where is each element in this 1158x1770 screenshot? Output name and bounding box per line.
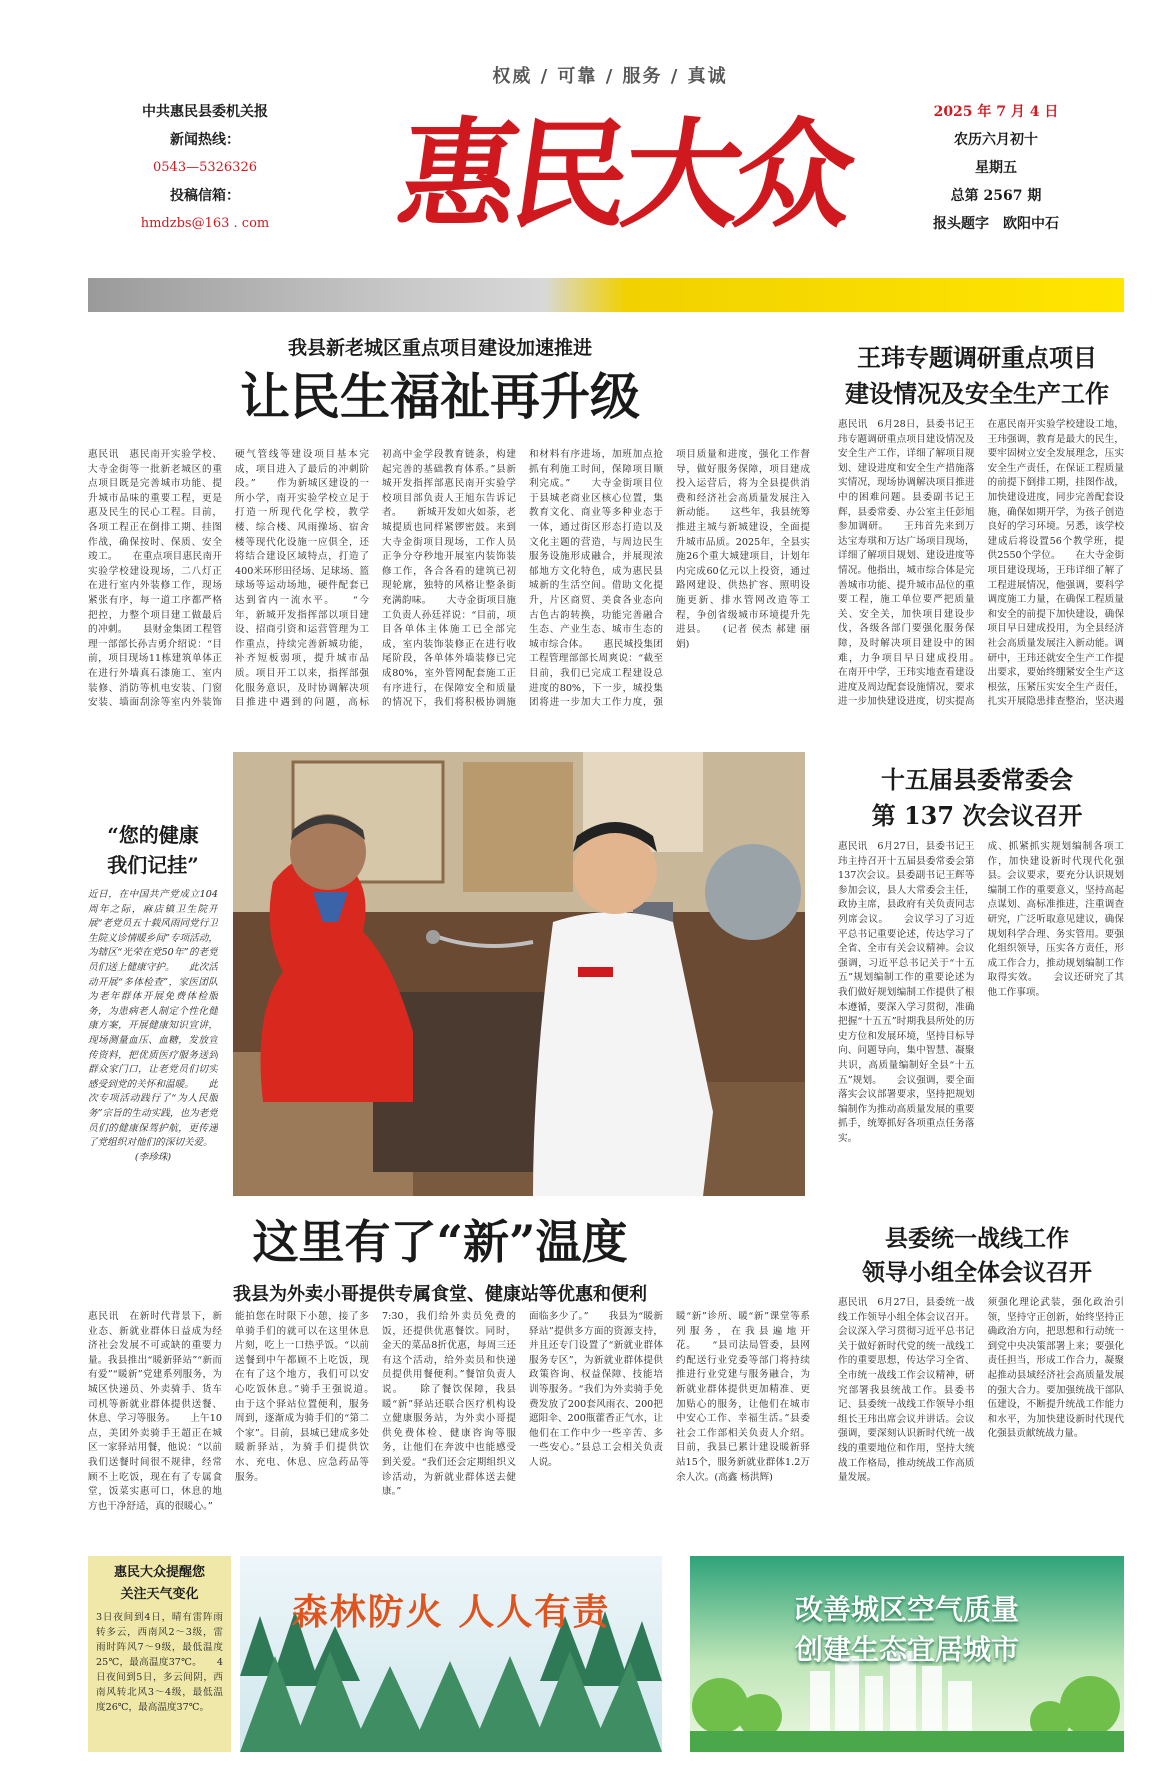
feature-subhead: 我县为外卖小哥提供专属食堂、健康站等优惠和便利 [233, 1284, 647, 1305]
right2-title-l2: 第 137 次会议召开 [871, 801, 1083, 830]
photo-caption-title [88, 820, 218, 880]
right1-col-2: 在惠民南开实验学校建设工地，王玮强调，教育是最大的民生，要牢固树立安全发展理念，压实安全生产责任，在保证工程质量的前提下倒排工期，挂图作战，加快建设进度，同步完善配套设施，确保如期开学，为孩子创造良好的学习环境。另悉，该学校建成后将设置56个教学班，提供2550个学位。 在大寺金街项目建设现场，王玮详细了解了工程进展情况，他强调，要科学调度施工力量，在确保工程质量和安全的前提下加快建设，确保项目早日建成投用，为全县经济社会高质量发展注入新动能。调研中，王玮还就安全生产工作提出要求，要始终绷紧安全生产这根弦，压紧压实安全生产责任，扎实开展隐患排查整治，坚决遏 [987, 419, 1124, 708]
lead-col-2: 硬气管线等建设项目基本完成，项目进入了最后的冲刺阶段。” 作为新城区建设的一所小学，南开实验学校立足于打造一所现代化学校，教学楼、综合楼、风雨操场、宿舍楼等现代化设施一应俱全，还将结合建设区域特点，打造了400米环形田径场、足球场、篮球场等运动场地，硬件配套已达到省内一流水平。 “今年，新城开发指挥部以项目建设、招商引资和运营管理为工作重点，持续完善新城功能，补齐短板弱项，提升城市品质。项目开工以来，指挥部强化服务意识，及时协调解决项目推进中遇到的问题，高标 [235, 449, 369, 709]
photo-caption-title-l1: “您的健康 [107, 823, 199, 847]
right2-headline [830, 762, 1124, 834]
right2-body [838, 840, 1124, 1192]
feature-col-5-text: 暖“新”诊所、暖“新”课堂等系列服务，在我县遍地开花。 “县司法局管委，县网约配送行业党委等部门将持续推进行业党建与服务融合，为新就业群体提供更加精准、更加贴心的服务，让他们在城市中安心工作、幸福生活。”县委社会工作部相关负责人介绍。目前，我县已累计建设暖新驿站15个，服务新就业群体1.2万余人次。 [676, 1311, 810, 1483]
publisher-label: 中共惠民县委机关报 [142, 104, 268, 120]
masthead-title-text: 惠民大众 [390, 105, 858, 244]
photo-caption-byline: (李珍珠) [134, 1151, 172, 1163]
right3-headline [830, 1222, 1124, 1290]
feature-col-2: 能拍您在时限下小憩，接了多单骑手们的就可以在这里休息片刻，吃上一口热乎饭。“以前送餐到中午都顾不上吃饭，现在有了这个地方，我们可以安心吃饭休息。”骑手王强说道。 由于这个驿站位置便利，服务周到，逐渐成为骑手们的“第二个家”。目前，县城已建成多处暖新驿站，为骑手们提供饮水、充电、休息、应急药品等服务。 [235, 1311, 369, 1483]
lead-byline: (记者 侯杰 郝建 丽娟) [676, 624, 810, 650]
lead-col-5 [676, 448, 810, 710]
right1-title-l2: 建设情况及安全生产工作 [845, 379, 1109, 408]
ad-air-slogan [690, 1590, 1124, 1670]
feature-col-5 [676, 1310, 810, 1542]
right3-title-l2: 领导小组全体会议召开 [862, 1259, 1092, 1286]
feature-headline: 这里有了“新”温度 [252, 1215, 628, 1269]
feature-col-4: 面临多少了。” 我县为“暖新驿站”提供多方面的资源支持，并且还专门设置了“新就业群体服务专区”，为新就业群体提供政策咨询、权益保障、技能培训等服务。“我们为外卖骑手免费发放了200套风雨衣、200把遮阳伞、200瓶藿香正气水，让他们在工作中少一些辛苦、多一些安心。”县总工会相关负责人说。 [529, 1311, 663, 1468]
photo-caption-title-l2: 我们记挂” [107, 853, 199, 877]
right2-col-1: 惠民讯 6月27日，县委书记王玮主持召开十五届县委常委会第137次会议。县委副书记王辉等参加会议，县人大常委会主任，政协主席，县政府有关负责同志列席会议。 会议学习了习近平总书记重要论述，传达学习了全省、全市有关会议精神。会议强调，习近平总书记关于“十五五”规划编制工作的重要论述为我们做好规划编制工作提供了根本遵循，要深入学习贯彻，准确把握“十五五”时期我县所处的历史方位和发展环境，坚持目标导向、问题导向，集中智慧、凝聚共识，高质量编制好全县“十五五”规划。 会议强调，要全面落实会议部署要求，坚持把规划编制作为推动高质量发展的重要抓手，统筹抓好各项重点任务落实。 [838, 841, 975, 1144]
right1-body [838, 418, 1124, 708]
issue-date: 2025 年 7 月 4 日 [933, 104, 1059, 120]
right1-col-1: 惠民讯 6月28日，县委书记王玮专题调研重点项目建设情况及安全生产工作，详细了解项目规划、建设进度和安全生产措施落实情况，现场协调解决项目推进中的困难问题。县委副书记王辉，县委常委、办公室主任彭旭参加调研。 王玮首先来到万达宝寿琪和万达广场项目现场，详细了解项目规划、建设进度等情况。他指出，城市综合体是完善城市功能、提升城市品位的重要工程，施工单位要严把质量关、安全关，加快项目建设步伐，各级各部门要强化服务保障，及时解决项目建设中的困难，力争项目早日建成投用。 在南开中学，王玮实地查看建设进度及周边配套设施情况，要求进一步加快建设进度，切实提高 [838, 419, 975, 708]
news-photo-doctor-patient [233, 752, 805, 1196]
masthead-left-info [130, 98, 280, 238]
right3-col-1: 惠民讯 6月27日，县委统一战线工作领导小组全体会议召开。会议深入学习贯彻习近平总书记关于做好新时代党的统一战线工作的重要思想，传达学习全省、全市统一战线工作会议精神，研究部署我县统战工作。县委书记、县委统一战线工作领导小组组长王玮出席会议并讲话。会议强调，要深刻认识新时代统一战线的重要地位和作用，坚持大统战工作格局，推动统战工作高质量发展。 [838, 1297, 975, 1484]
lead-headline: 让民生福祉再升级 [240, 368, 640, 426]
masthead-slogan: 权威 / 可靠 / 服务 / 真诚 [492, 66, 728, 87]
photo-caption-body [88, 888, 218, 1190]
weather-title-l2: 关注天气变化 [120, 1587, 199, 1602]
email-address: hmdzbs@163 . com [140, 216, 270, 231]
hotline-number: 0543—5326326 [153, 160, 257, 175]
calligraphy-credit: 报头题字 欧阳中石 [933, 216, 1059, 232]
hotline-label: 新闻热线： [170, 132, 240, 148]
masthead-right-info [926, 98, 1066, 238]
right2-col-2: 成、抓紧抓实规划编制各项工作，加快建设新时代现代化强县。会议要求，要充分认识规划编制工作的重要意义，坚持高起点谋划、高标准推进，注重调查研究，广泛听取意见建议，确保规划科学合理、务实管用。要强化组织领导，压实各方责任，形成工作合力，推动规划编制工作取得实效。 会议还研究了其他工作事项。 [987, 841, 1124, 998]
lead-kicker: 我县新老城区重点项目建设加速推进 [287, 337, 592, 359]
photo-caption-text: 近日，在中国共产党成立104周年之际，麻店镇卫生院开展“老党员五十载风雨同党行卫生院义诊情暖乡间”专项活动，为辖区“光荣在党50年”的老党员们送上健康守护。 此次活动开展“多体检查”，家医团队为老年群体开展免费体检服务，为患病老人制定个性化健康方案，开展健康知识宣讲，现场测量血压、血糖，发放宣传资料，把优质医疗服务送到群众家门口，让老党员们切实感受到党的关怀和温暖。 此次专项活动践行了“为人民服务”宗旨的生动实践，也为老党员们的健康保驾护航，更传递了党组织对他们的深切关爱。 [88, 889, 218, 1149]
lead-col-3: 初高中金学段教育链条，构建起完善的基础教育体系。”县新城开发指挥部惠民南开实验学校项目部负责人王旭东告诉记者。 新城开发如火如荼，老城提质也同样紧锣密鼓。来到大寺金街项目现场，工作人员正争分夺秒地开展室内装饰装修工作，各合各看的建筑已初现轮廓，独特的风格让整条街充满韵味。 大寺金街项目施工负责人孙廷祥说：“目前，项目各单体主体施工已全部完成，室内装饰装修正在进行收尾阶段，各单体外墙装修已完成80%，室外管网配套施工正有序进行，在保障安全和质量的情况下，我们将积极协调施 [382, 449, 516, 709]
news-photo-illustration [233, 752, 805, 1196]
right2-title-l1: 十五届县委常委会 [881, 765, 1073, 794]
ad-air-slogan-l1: 改善城区空气质量 [794, 1593, 1019, 1626]
ad-forest-slogan: 森林防火 人人有责 [291, 1592, 611, 1633]
masthead-title [390, 100, 858, 270]
email-label: 投稿信箱： [170, 188, 240, 204]
weekday: 星期五 [975, 160, 1017, 176]
right3-body [838, 1296, 1124, 1540]
feature-col-3: 7:30，我们给外卖员免费的饭，还提供优惠餐饮。同时，金天的菜品8折优惠，每周三还有这个活动，给外卖员和快递员提供用餐便利。”餐馆负责人说。 除了餐饮保障，我县暖“新”驿站还联合医疗机构设立健康服务站，为外卖小哥提供免费体检、健康咨询等服务，让他们在奔波中也能感受到关爱。“我们还会定期组织义诊活动，为新就业群体送去健康。” [382, 1311, 516, 1498]
weather-title-l1: 惠民大众提醒您 [113, 1565, 205, 1580]
feature-col-1: 惠民讯 在新时代背景下，新业态、新就业群体日益成为经济社会发展不可或缺的重要力量。我县推出“暖新驿站”“新而有爱”“暖新”党建系列服务，为城区快递员、外卖骑手、货车司机等新就业群体提供送餐、休息、学习等服务。 上午10点，美团外卖骑手王超正在城区一家驿站用餐，他说：“以前我们送餐时间很不规律，经常顾不上吃饭，现在有了专属食堂，饭菜实惠可口，休息的地方也干净舒适，真的很暖心。” [88, 1311, 222, 1512]
ad-air-slogan-l2: 创建生态宜居城市 [794, 1633, 1019, 1666]
feature-byline: (高鑫 杨洪辉) [714, 1471, 773, 1483]
weather-text: 3日夜间到4日，晴有雷阵雨转多云，西南风2～3级，雷雨时阵风7～9级，最低温度25℃，最高温度37℃。 4日夜间到5日，多云间阴，西南风转北风3～4级，最低温度26℃，最高温度37℃。 [96, 1612, 223, 1713]
lead-col-4: 和材料有序进场，加班加点抢抓有利施工时间，保障项目顺利完成。” 大寺金街项目位于县城老商业区核心位置，集教育文化、商业等多种业态于一体，通过街区形态打造以及文化主题的营造，与周边民生服务设施形成融合，并展现浓郁地方文化特色，成为惠民县城新的生活空间。借助文化提升，片区商贸、美食各业态向古色古韵转换，功能完善融合生态、产业生态、城市生态的城市综合体。 惠民城投集团工程管理部部长周爽说：“截至目前，我们已完成工程建设总进度的80%，下一步，城投集团将进一步加大工作力度，强 [529, 449, 663, 709]
lead-col-5-text: 项目质量和进度，强化工作督导，做好服务保障，项目建成投入运营后，将为全县提供消费和经济社会高质量发展注入新动能。 这些年，我县统筹推进主城与新城建设，全面提升城市品质。2025年，全县实施26个重大城建项目，计划年内完成60亿元以上投资，通过路网建设、供热扩容、照明设施更新、排水管网改造等工程，争创省级城市环境提升先进县。 [676, 449, 810, 636]
right1-title-l1: 王玮专题调研重点项目 [857, 343, 1097, 372]
lead-col-1: 惠民讯 惠民南开实验学校、大寺金街等一批新老城区的重点项目既是完善城市功能、提升城市品味的重要工程，更是惠及民生的民心工程。目前，各项工程正在倒排工期、挂图作战，确保按时、保质、安全竣工。 在重点项目惠民南开实验学校建设现场，二八灯正在进行室内外装修工作，现场紧张有序，每一道工序都严格把控，力整个项目建工做最后的冲刺。 县财金集团工程管理一部部长孙吉勇介绍说：“目前，项目现场11栋建筑单体正在进行外墙真石漆施工、室内装修、消防等机电安装、门窗安装、墙面刮涂等室内外装饰 [88, 449, 222, 709]
lunar-date: 农历六月初十 [954, 132, 1038, 148]
masthead-divider-bar [88, 278, 1124, 312]
ad-air-quality [690, 1556, 1124, 1752]
ad-forest-fire-prevention [240, 1556, 662, 1752]
right1-headline [830, 340, 1124, 412]
weather-box [88, 1556, 231, 1752]
issue-number: 总第 2567 期 [950, 188, 1042, 204]
lead-body [88, 448, 810, 710]
right3-col-2: 须强化理论武装，强化政治引领，坚持守正创新，始终坚持正确政治方向，把思想和行动统一到党中央决策部署上来；要强化责任担当，形成工作合力，凝聚起推动县域经济社会高质量发展的强大合力。要加强统战干部队伍建设，不断提升统战工作能力和水平，为加快建设新时代现代化强县贡献统战力量。 [987, 1297, 1124, 1440]
right3-title-l1: 县委统一战线工作 [885, 1225, 1069, 1252]
feature-body [88, 1310, 810, 1542]
